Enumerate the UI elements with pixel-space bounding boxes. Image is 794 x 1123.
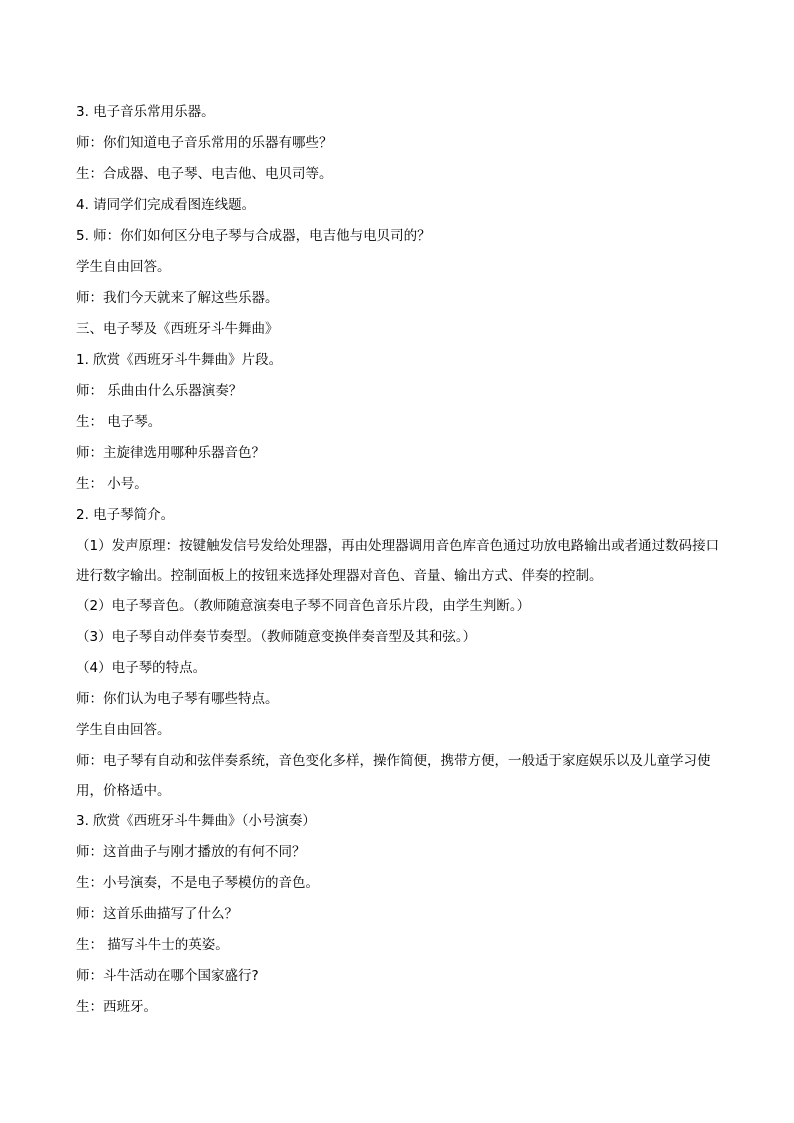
paragraph-line: 5. 师：你们如何区分电子琴与合成器，电吉他与电贝司的？ [76,228,431,244]
paragraph-line: 师：斗牛活动在哪个国家盛行? [76,968,259,984]
paragraph-line: 师：主旋律选用哪种乐器音色？ [76,445,265,461]
paragraph-line: 师：我们今天就来了解这些乐器。 [76,290,279,306]
section-heading: 三、电子琴及《西班牙斗牛舞曲》 [76,321,279,337]
paragraph-line: （3）电子琴自动伴奏节奏型。（教师随意变换伴奏音型及其和弦。） [76,629,477,645]
paragraph-wrapped: 师：电子琴有自动和弦伴奏系统，音色变化多样，操作简便，携带方便，一般适于家庭娱乐以及儿童学习使用，价格适中。 [76,753,711,799]
paragraph-line: 师：这首乐曲描写了什么？ [76,906,238,922]
paragraph-line: 师：你们认为电子琴有哪些特点。 [76,691,279,707]
paragraph-line: 4. 请同学们完成看图连线题。 [76,197,256,213]
paragraph-line: 生：西班牙。 [76,999,157,1015]
paragraph-line: 生：小号演奏，不是电子琴模仿的音色。 [76,875,319,891]
paragraph-line: 1. 欣赏《西班牙斗牛舞曲》片段。 [76,352,283,368]
paragraph-line: 师：你们知道电子音乐常用的乐器有哪些？ [76,135,333,151]
paragraph-line: 生： 描写斗牛士的英姿。 [76,937,229,953]
paragraph-line: 学生自由回答。 [76,259,171,275]
paragraph-line: 师：这首曲子与刚才播放的有何不同？ [76,844,306,860]
paragraph-line: 师： 乐曲由什么乐器演奏？ [76,383,243,399]
paragraph-line: 2. 电子琴简介。 [76,507,175,523]
paragraph-line: 3. 电子音乐常用乐器。 [76,104,215,120]
paragraph-line: 生： 电子琴。 [76,414,162,430]
paragraph-wrapped: （1）发声原理：按键触发信号发给处理器，再由处理器调用音色库音色通过功放电路输出或者通过数码接口进行数字输出。控制面板上的按钮来选择处理器对音色、音量、输出方式、伴奏的控制。 [76,538,720,584]
paragraph-line: 生：合成器、电子琴、电吉他、电贝司等。 [76,166,333,182]
paragraph-line: 生： 小号。 [76,476,148,492]
paragraph-line: 3. 欣赏《西班牙斗牛舞曲》（小号演奏） [76,813,316,829]
paragraph-line: （4）电子琴的特点。 [76,660,207,676]
document-body [76,102,726,1028]
paragraph-line: （2）电子琴音色。（教师随意演奏电子琴不同音色音乐片段，由学生判断。） [76,598,531,614]
paragraph-line: 学生自由回答。 [76,722,171,738]
